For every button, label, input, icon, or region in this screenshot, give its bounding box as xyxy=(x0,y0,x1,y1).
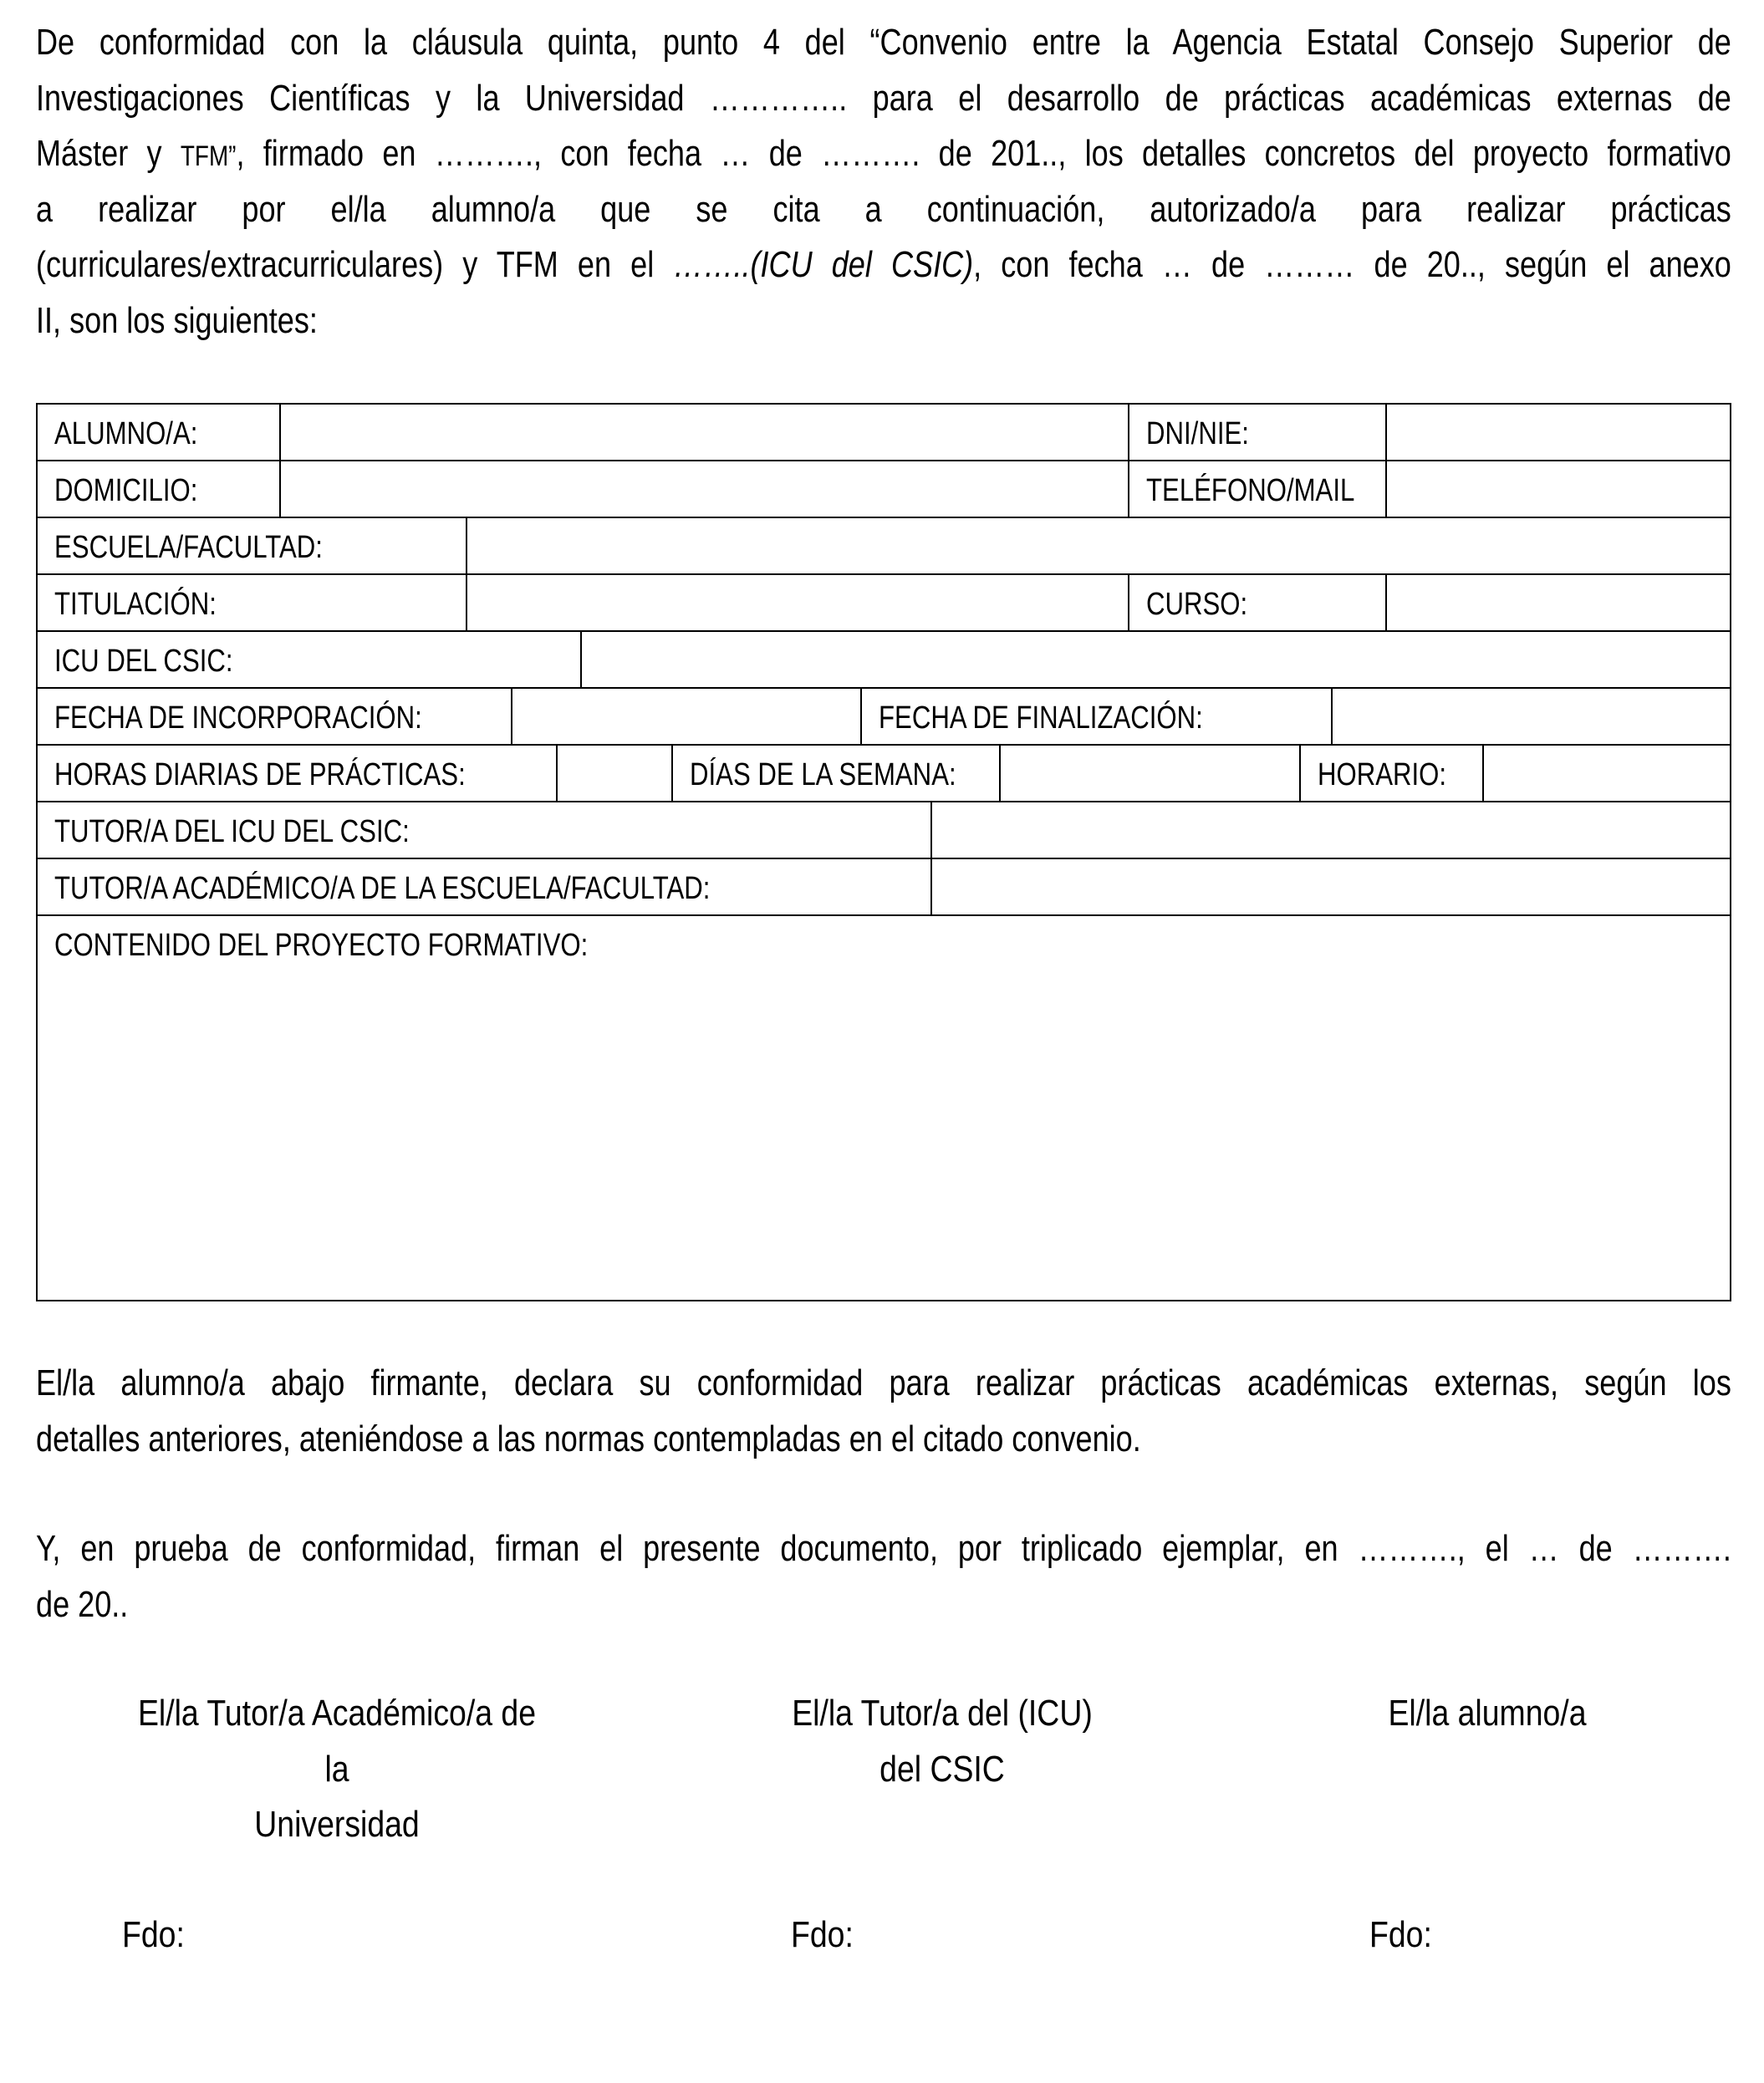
text: Máster y xyxy=(36,133,181,174)
label-cell xyxy=(38,632,580,687)
signature-title: Universidad xyxy=(254,1804,420,1845)
text: , firmado en ………., con fecha … de ………. de 201.., los detalles concretos del proyecto formativo xyxy=(236,133,1731,174)
declaration-paragraph xyxy=(36,1356,1731,1467)
curso-label: CURSO: xyxy=(1146,587,1248,622)
alumno-field[interactable] xyxy=(279,405,1128,460)
closing-line: Y, en prueba de conformidad, firman el presente documento, por triplicado ejemplar, en ………., el … de ………. xyxy=(36,1528,1731,1569)
dni-field[interactable] xyxy=(1385,405,1730,460)
dias-field[interactable] xyxy=(999,746,1299,801)
label-cell xyxy=(1128,461,1385,517)
label-cell xyxy=(860,689,1331,744)
table-row xyxy=(38,518,1730,575)
table-row xyxy=(38,405,1730,461)
signature-icu-tutor xyxy=(729,1686,1155,1797)
table-row xyxy=(38,689,1730,746)
signature-title: El/la alumno/a xyxy=(1388,1693,1587,1734)
intro-line: a realizar por el/la alumno/a que se cita a continuación, autorizado/a para realizar prácticas xyxy=(36,188,1731,230)
alumno-label: ALUMNO/A: xyxy=(54,416,198,451)
titulacion-field[interactable] xyxy=(466,575,1128,630)
contenido-label: CONTENIDO DEL PROYECTO FORMATIVO: xyxy=(54,928,589,963)
intro-line xyxy=(36,126,1731,182)
intro-line: De conformidad con la cláusula quinta, punto 4 del “Convenio entre la Agencia Estatal Consejo Superior de xyxy=(36,22,1731,63)
domicilio-label: DOMICILIO: xyxy=(54,473,198,508)
icu-field[interactable] xyxy=(580,632,1730,687)
telefono-label: TELÉFONO/MAIL xyxy=(1146,473,1355,508)
text: , con fecha … de ……… de 20.., según el anexo xyxy=(973,244,1731,285)
fecha-incorporacion-label: FECHA DE INCORPORACIÓN: xyxy=(54,700,422,736)
contenido-field[interactable] xyxy=(38,916,1730,1300)
text: TFM” xyxy=(180,140,237,172)
tutor-icu-label: TUTOR/A DEL ICU DEL CSIC: xyxy=(54,814,410,849)
label-cell xyxy=(38,802,930,858)
signature-student xyxy=(1274,1686,1700,1742)
horario-label: HORARIO: xyxy=(1318,757,1447,792)
tutor-icu-field[interactable] xyxy=(930,802,1730,858)
label-cell xyxy=(38,575,466,630)
fdo-label: Fdo: xyxy=(791,1914,854,1955)
signature-title: El/la Tutor/a Académico/a de la xyxy=(137,1693,537,1790)
table-row xyxy=(38,575,1730,632)
label-cell xyxy=(38,859,930,914)
icu-label: ICU DEL CSIC: xyxy=(54,644,233,679)
label-cell xyxy=(38,461,279,517)
label-cell xyxy=(1128,405,1385,460)
declaration-line: detalles anteriores, ateniéndose a las normas contempladas en el citado convenio. xyxy=(36,1418,1141,1459)
signature-title: del CSIC xyxy=(879,1748,1005,1790)
label-cell xyxy=(38,518,466,573)
intro-line xyxy=(36,237,1731,293)
fecha-incorporacion-field[interactable] xyxy=(511,689,860,744)
tutor-academico-label: TUTOR/A ACADÉMICO/A DE LA ESCUELA/FACULTAD: xyxy=(54,871,711,906)
intro-line: Investigaciones Científicas y la Universidad ………….. para el desarrollo de prácticas académicas externas de xyxy=(36,77,1731,119)
table-row xyxy=(38,859,1730,916)
label-cell xyxy=(671,746,999,801)
text: ……..(ICU del CSIC) xyxy=(673,244,974,285)
table-row xyxy=(38,746,1730,802)
text: (curriculares/extracurriculares) y TFM en el xyxy=(36,244,674,285)
label-cell xyxy=(38,405,279,460)
fdo-label: Fdo: xyxy=(122,1914,185,1955)
intro-paragraph xyxy=(36,15,1731,349)
horas-field[interactable] xyxy=(556,746,671,801)
signature-title: El/la Tutor/a del (ICU) xyxy=(792,1693,1093,1734)
titulacion-label: TITULACIÓN: xyxy=(54,587,217,622)
escuela-field[interactable] xyxy=(466,518,1730,573)
declaration-line: El/la alumno/a abajo firmante, declara su conformidad para realizar prácticas académicas externas, según los xyxy=(36,1362,1731,1403)
tutor-academico-field[interactable] xyxy=(930,859,1730,914)
fecha-finalizacion-field[interactable] xyxy=(1331,689,1730,744)
closing-paragraph xyxy=(36,1521,1731,1632)
closing-line: de 20.. xyxy=(36,1583,129,1625)
label-cell xyxy=(1128,575,1385,630)
dias-label: DÍAS DE LA SEMANA: xyxy=(690,757,956,792)
signature-academic-tutor xyxy=(124,1686,550,1853)
fdo-label: Fdo: xyxy=(1369,1914,1432,1955)
table-row xyxy=(38,632,1730,689)
table-row xyxy=(38,461,1730,518)
domicilio-field[interactable] xyxy=(279,461,1128,517)
label-cell xyxy=(1299,746,1482,801)
table-row xyxy=(38,802,1730,859)
label-cell xyxy=(38,689,511,744)
horario-field[interactable] xyxy=(1482,746,1730,801)
curso-field[interactable] xyxy=(1385,575,1730,630)
label-cell xyxy=(38,746,556,801)
intro-line: II, son los siguientes: xyxy=(36,299,318,341)
horas-label: HORAS DIARIAS DE PRÁCTICAS: xyxy=(54,757,466,792)
escuela-label: ESCUELA/FACULTAD: xyxy=(54,530,323,565)
fecha-finalizacion-label: FECHA DE FINALIZACIÓN: xyxy=(879,700,1203,736)
telefono-field[interactable] xyxy=(1385,461,1730,517)
student-form-table xyxy=(36,403,1731,1301)
dni-label: DNI/NIE: xyxy=(1146,416,1249,451)
